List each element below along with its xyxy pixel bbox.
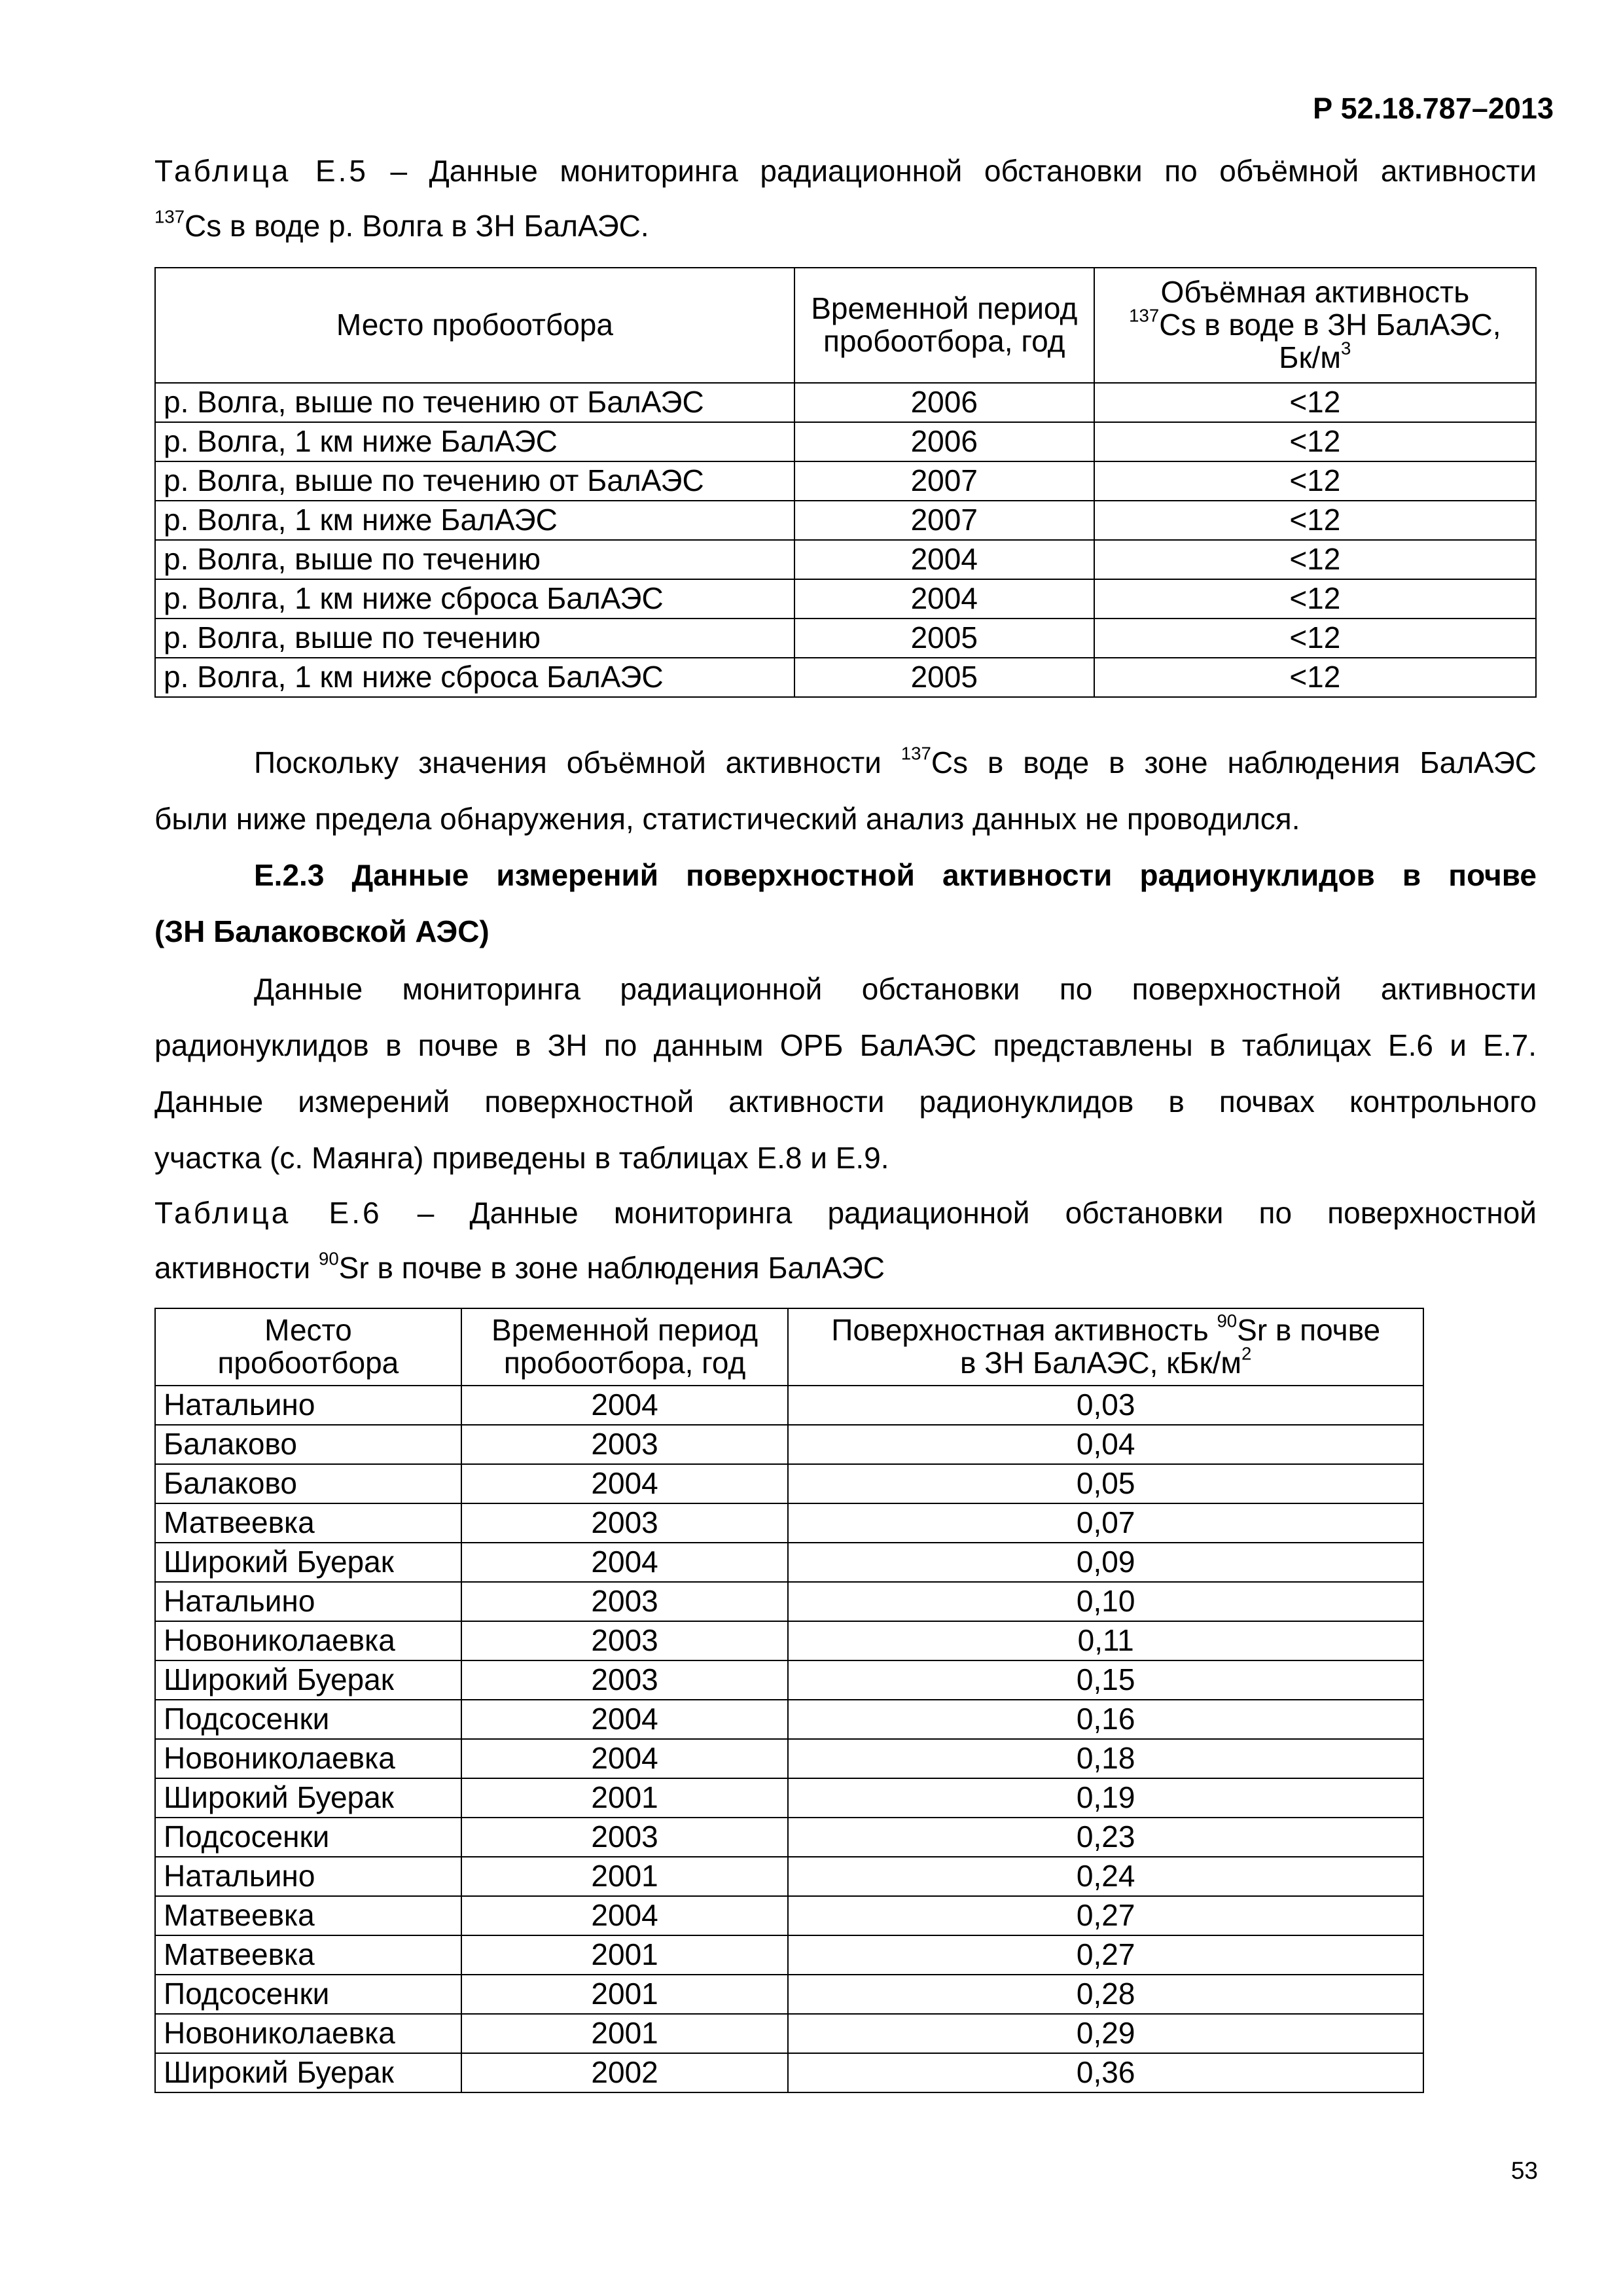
- table6-cell-value: 0,04: [788, 1425, 1423, 1464]
- table6-cell-value: 0,19: [788, 1778, 1423, 1818]
- table5-row: [155, 461, 1536, 501]
- paragraph2-line4: участка (с. Маянга) приведены в таблицах Е.8 и Е.9.: [154, 1141, 889, 1175]
- table6-cell-year: 2004: [461, 1896, 789, 1935]
- table5-row: [155, 619, 1536, 658]
- table5-caption-label: Таблица Е.5: [154, 154, 368, 188]
- table5-row: [155, 658, 1536, 697]
- table6-caption-line2: [154, 1248, 1537, 1285]
- table6-row: [155, 1857, 1423, 1896]
- table6-body: [155, 1386, 1423, 2092]
- table6-cell-year: 2003: [461, 1582, 789, 1621]
- table6-cell-year: 2004: [461, 1386, 789, 1425]
- table6-row: [155, 1425, 1423, 1464]
- table6-header-unit: в ЗН БалАЭС, кБк/м: [960, 1346, 1241, 1380]
- table6-header-activity-line1-cont: Sr в почве: [1237, 1313, 1381, 1348]
- table6-row: [155, 1386, 1423, 1425]
- table5-row: [155, 579, 1536, 619]
- table6-cell-year: 2003: [461, 1818, 789, 1857]
- table6-header-place-line2: пробоотбора: [217, 1346, 399, 1380]
- table5-caption-line1: [154, 154, 1537, 188]
- table5-cell-place: р. Волга, выше по течению: [155, 540, 794, 579]
- table6-cell-year: 2003: [461, 1660, 789, 1700]
- table5-cell-year: 2004: [794, 540, 1094, 579]
- table6-cell-value: 0,23: [788, 1818, 1423, 1857]
- table5-cell-year: 2006: [794, 422, 1094, 461]
- table5-header-period: Временной период пробоотбора, год: [794, 268, 1094, 383]
- table5-header-place: Место пробоотбора: [155, 268, 794, 383]
- table6-cell-value: 0,36: [788, 2053, 1423, 2092]
- table6-cell-place: Подсосенки: [155, 1700, 461, 1739]
- table5-cell-place: р. Волга, 1 км ниже сброса БалАЭС: [155, 579, 794, 619]
- table5-cell-place: р. Волга, 1 км ниже БалАЭС: [155, 501, 794, 540]
- table5-cell-place: р. Волга, 1 км ниже БалАЭС: [155, 422, 794, 461]
- table5-cell-value: <12: [1094, 658, 1536, 697]
- table5-cell-value: <12: [1094, 383, 1536, 422]
- table5-body: [155, 383, 1536, 697]
- table5-cell-place: р. Волга, выше по течению от БалАЭС: [155, 461, 794, 501]
- table6-row: [155, 1503, 1423, 1543]
- table6-cell-value: 0,03: [788, 1386, 1423, 1425]
- table6-cell-value: 0,27: [788, 1896, 1423, 1935]
- table6-row: [155, 1739, 1423, 1778]
- paragraph2-line2: радионуклидов в почве в ЗН по данным ОРБ БалАЭС представлены в таблицах Е.6 и Е.7.: [154, 1028, 1537, 1062]
- table6-cell-year: 2001: [461, 1778, 789, 1818]
- table6-row: [155, 2053, 1423, 2092]
- table5-caption-line2: [154, 206, 1537, 243]
- section-heading-line2: (ЗН Балаковской АЭС): [154, 914, 490, 948]
- table6-cell-year: 2001: [461, 2014, 789, 2053]
- table6-cell-value: 0,07: [788, 1503, 1423, 1543]
- table6-header-period-line2: пробоотбора, год: [503, 1346, 746, 1380]
- table6-row: [155, 1778, 1423, 1818]
- table6-cell-value: 0,18: [788, 1739, 1423, 1778]
- table6-cell-value: 0,09: [788, 1543, 1423, 1582]
- table5-row: [155, 501, 1536, 540]
- table5-row: [155, 422, 1536, 461]
- table6-row: [155, 1621, 1423, 1660]
- table6-cell-value: 0,16: [788, 1700, 1423, 1739]
- table6-header-activity-line1: Поверхностная активность: [831, 1313, 1217, 1348]
- table5-cell-value: <12: [1094, 579, 1536, 619]
- table6-header-place: [155, 1308, 461, 1386]
- table5-cell-place: р. Волга, выше по течению: [155, 619, 794, 658]
- table5-header-unit-exp: 3: [1341, 338, 1351, 359]
- table6-cell-value: 0,05: [788, 1464, 1423, 1503]
- table6-cell-place: Новониколаевка: [155, 1621, 461, 1660]
- table5-cell-year: 2007: [794, 461, 1094, 501]
- table6-cell-value: 0,10: [788, 1582, 1423, 1621]
- table5-header-row: [155, 268, 1536, 383]
- section-heading-line1: Е.2.3 Данные измерений поверхностной активности радионуклидов в почве: [254, 858, 1537, 892]
- table6-row: [155, 1975, 1423, 2014]
- table5-cell-year: 2005: [794, 619, 1094, 658]
- table5-cell-value: <12: [1094, 619, 1536, 658]
- table6-row: [155, 1935, 1423, 1975]
- page-number: 53: [1510, 2157, 1538, 2184]
- document-code: Р 52.18.787–2013: [1313, 92, 1554, 125]
- table6-row: [155, 1896, 1423, 1935]
- table6-cell-value: 0,24: [788, 1857, 1423, 1896]
- table6-row: [155, 1818, 1423, 1857]
- paragraph1-line2: были ниже предела обнаружения, статистический анализ данных не проводился.: [154, 802, 1300, 836]
- table6-cell-place: Новониколаевка: [155, 1739, 461, 1778]
- table6-cell-year: 2004: [461, 1543, 789, 1582]
- table6-row: [155, 1582, 1423, 1621]
- table6-row: [155, 1464, 1423, 1503]
- table5-cell-place: р. Волга, 1 км ниже сброса БалАЭС: [155, 658, 794, 697]
- table6-cell-year: 2001: [461, 1857, 789, 1896]
- paragraph1-text-b: Cs в воде в зоне наблюдения БалАЭС: [931, 745, 1537, 780]
- table5-cell-value: <12: [1094, 501, 1536, 540]
- table6-cell-place: Новониколаевка: [155, 2014, 461, 2053]
- table5-cell-value: <12: [1094, 540, 1536, 579]
- table6-cell-place: Натальино: [155, 1386, 461, 1425]
- table6-cell-year: 2004: [461, 1700, 789, 1739]
- table6-cell-value: 0,27: [788, 1935, 1423, 1975]
- table6-row: [155, 1543, 1423, 1582]
- table5-cell-year: 2006: [794, 383, 1094, 422]
- table5-caption-text: – Данные мониторинга радиационной обстановки по объёмной активности: [368, 154, 1537, 188]
- table6-cell-year: 2004: [461, 1739, 789, 1778]
- table5-header-unit: Бк/м: [1279, 340, 1341, 374]
- table6-cell-year: 2003: [461, 1503, 789, 1543]
- table6-row: [155, 2014, 1423, 2053]
- table6-caption-line1: [154, 1196, 1537, 1230]
- table5: [154, 267, 1537, 698]
- table5-header-activity: [1094, 268, 1536, 383]
- table6-cell-place: Широкий Буерак: [155, 2053, 461, 2092]
- table5-cell-value: <12: [1094, 422, 1536, 461]
- paragraph1-text-a: Поскольку значения объёмной активности: [254, 745, 901, 780]
- table6-cell-place: Матвеевка: [155, 1503, 461, 1543]
- table6-cell-year: 2004: [461, 1464, 789, 1503]
- table6-cell-place: Натальино: [155, 1857, 461, 1896]
- paragraph1-line1: [254, 743, 1537, 780]
- table5-header-isotope-mass: 137: [1129, 305, 1160, 326]
- table6-caption-text-b: Sr в почве в зоне наблюдения БалАЭС: [338, 1251, 885, 1285]
- table6-cell-place: Матвеевка: [155, 1935, 461, 1975]
- paragraph2-line1: Данные мониторинга радиационной обстановки по поверхностной активности: [254, 972, 1537, 1006]
- table5-row: [155, 383, 1536, 422]
- table6-cell-value: 0,29: [788, 2014, 1423, 2053]
- table6-cell-place: Подсосенки: [155, 1818, 461, 1857]
- table6-cell-year: 2001: [461, 1975, 789, 2014]
- paragraph2-line3: Данные измерений поверхностной активности радионуклидов в почвах контрольного: [154, 1085, 1537, 1119]
- table6-cell-place: Балаково: [155, 1425, 461, 1464]
- table5-cell-year: 2007: [794, 501, 1094, 540]
- table6-row: [155, 1700, 1423, 1739]
- table6-header-period: [461, 1308, 789, 1386]
- table6-header-unit-exp: 2: [1241, 1343, 1252, 1364]
- table5-cell-place: р. Волга, выше по течению от БалАЭС: [155, 383, 794, 422]
- table6-header-row: [155, 1308, 1423, 1386]
- table5-caption-text-cont: Cs в воде р. Волга в ЗН БалАЭС.: [185, 209, 649, 243]
- table6-cell-place: Широкий Буерак: [155, 1778, 461, 1818]
- table6-caption-isotope-mass: 90: [318, 1248, 339, 1269]
- table5-caption-isotope-mass: 137: [154, 206, 185, 227]
- paragraph1-isotope-mass: 137: [901, 743, 931, 764]
- table6-header-place-line1: Место: [264, 1313, 352, 1348]
- table6-caption-text: – Данные мониторинга радиационной обстановки по поверхностной: [382, 1196, 1537, 1230]
- table5-cell-year: 2004: [794, 579, 1094, 619]
- table6-header-activity: [788, 1308, 1423, 1386]
- table6-cell-year: 2003: [461, 1425, 789, 1464]
- table6: [154, 1308, 1424, 2093]
- table5-cell-year: 2005: [794, 658, 1094, 697]
- table6-cell-place: Широкий Буерак: [155, 1660, 461, 1700]
- table6-cell-place: Подсосенки: [155, 1975, 461, 2014]
- table6-cell-place: Широкий Буерак: [155, 1543, 461, 1582]
- table5-row: [155, 540, 1536, 579]
- table6-header-period-line1: Временной период: [491, 1313, 758, 1348]
- table6-cell-place: Матвеевка: [155, 1896, 461, 1935]
- table6-caption-text-a: активности: [154, 1251, 319, 1285]
- table5-header-activity-line2: Cs в воде в ЗН БалАЭС,: [1159, 308, 1501, 342]
- table6-cell-place: Натальино: [155, 1582, 461, 1621]
- table6-cell-value: 0,15: [788, 1660, 1423, 1700]
- table6-cell-year: 2001: [461, 1935, 789, 1975]
- table6-header-isotope-mass: 90: [1217, 1310, 1238, 1331]
- table6-cell-year: 2002: [461, 2053, 789, 2092]
- table6-cell-year: 2003: [461, 1621, 789, 1660]
- table6-cell-place: Балаково: [155, 1464, 461, 1503]
- table6-caption-label: Таблица Е.6: [154, 1196, 382, 1230]
- table6-cell-value: 0,28: [788, 1975, 1423, 2014]
- table6-cell-value: 0,11: [788, 1621, 1423, 1660]
- table5-header-activity-line1: Объёмная активность: [1160, 275, 1470, 310]
- table6-row: [155, 1660, 1423, 1700]
- table5-cell-value: <12: [1094, 461, 1536, 501]
